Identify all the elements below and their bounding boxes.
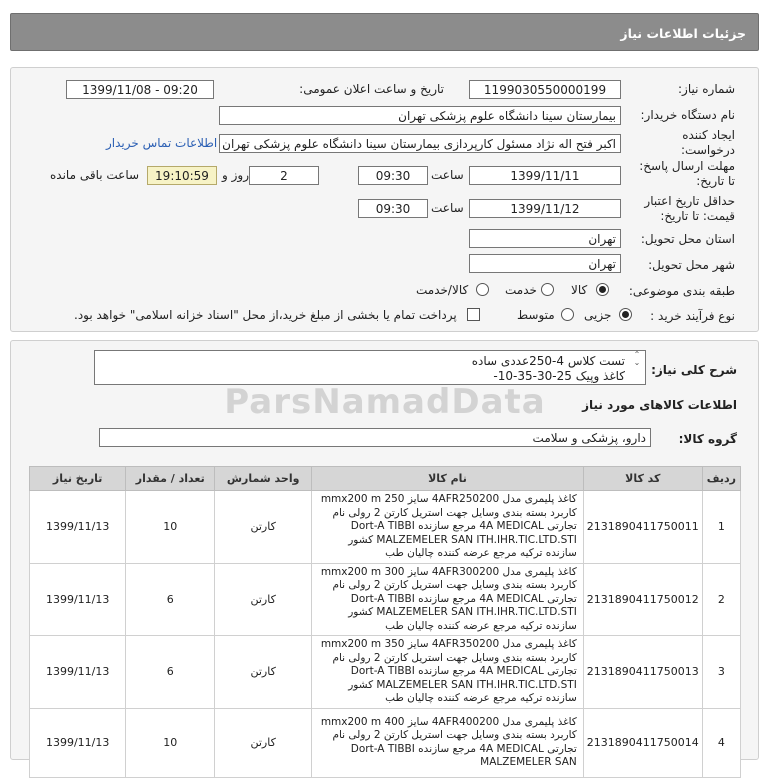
col-name: نام کالا bbox=[312, 467, 584, 491]
category-radio-service[interactable] bbox=[541, 283, 554, 296]
cell-date: 1399/11/13 bbox=[30, 636, 126, 709]
category-option-goods: کالا bbox=[571, 283, 588, 297]
cell-unit: کارتن bbox=[215, 636, 312, 709]
reply-time-label: ساعت bbox=[431, 168, 464, 182]
cell-row: 4 bbox=[702, 708, 740, 777]
cell-row: 1 bbox=[702, 491, 740, 564]
creator-label: ایجاد کننده درخواست: bbox=[681, 128, 735, 157]
cell-qty: 10 bbox=[126, 708, 215, 777]
cell-qty: 6 bbox=[126, 563, 215, 636]
desc-textarea[interactable] bbox=[94, 350, 646, 385]
cell-code: 2131890411750012 bbox=[583, 563, 702, 636]
process-option-medium: متوسط bbox=[517, 308, 555, 322]
page-title: جزئیات اطلاعات نیاز bbox=[620, 26, 746, 41]
reply-deadline-label: مهلت ارسال پاسخ: تا تاریخ: bbox=[639, 159, 735, 188]
cell-unit: کارتن bbox=[215, 563, 312, 636]
cell-date: 1399/11/13 bbox=[30, 491, 126, 564]
days-field[interactable]: 2 bbox=[249, 166, 319, 185]
cell-name: کاغذ پلیمری مدل 4AFR250200 سایز 250 mmx200 m کاربرد بسته بندی وسایل جهت استریل کارتن 2 رولی نام تجارتی 4A MEDICAL مرجع سازنده Dort-A TIBBI MALZEMELER SAN ITH.IHR.TIC.LTD.STI کشور سازنده ترکیه مرجع عرضه کننده چالیان طب bbox=[312, 491, 584, 564]
process-label: نوع فرآیند خرید : bbox=[650, 309, 735, 323]
col-qty: تعداد / مقدار bbox=[126, 467, 215, 491]
province-label: استان محل تحویل: bbox=[640, 232, 735, 246]
cell-unit: کارتن bbox=[215, 708, 312, 777]
cell-date: 1399/11/13 bbox=[30, 708, 126, 777]
city-label: شهر محل تحویل: bbox=[648, 258, 735, 272]
table-row[interactable] bbox=[30, 491, 741, 564]
need-number-field[interactable]: 1199030550000199 bbox=[469, 80, 621, 99]
need-number-label: شماره نیاز: bbox=[678, 82, 735, 96]
reply-date-field[interactable]: 1399/11/11 bbox=[469, 166, 621, 185]
price-time-field[interactable]: 09:30 bbox=[358, 199, 428, 218]
cell-unit: کارتن bbox=[215, 491, 312, 564]
category-label: طبقه بندی موضوعی: bbox=[628, 284, 735, 298]
process-option-minor: جزیی bbox=[584, 308, 612, 322]
col-date: تاریخ نیاز bbox=[30, 467, 126, 491]
goods-group-field[interactable]: دارو، پزشکی و سلامت bbox=[99, 428, 651, 447]
watermark-logo: ParsNamadData bbox=[224, 382, 546, 422]
table-row[interactable] bbox=[30, 563, 741, 636]
price-time-label: ساعت bbox=[431, 201, 464, 215]
announce-field[interactable]: 1399/11/08 - 09:20 bbox=[66, 80, 214, 99]
reply-time-field[interactable]: 09:30 bbox=[358, 166, 428, 185]
payment-note: پرداخت تمام یا بخشی از مبلغ خرید،از محل "اسناد خزانه اسلامی" خواهد بود. bbox=[74, 308, 457, 322]
cell-code: 2131890411750014 bbox=[583, 708, 702, 777]
process-radio-medium[interactable] bbox=[561, 308, 574, 321]
table-row[interactable] bbox=[30, 708, 741, 777]
cell-code: 2131890411750013 bbox=[583, 636, 702, 709]
desc-label: شرح کلی نیاز: bbox=[651, 363, 737, 377]
cell-code: 2131890411750011 bbox=[583, 491, 702, 564]
category-radio-goods-service[interactable] bbox=[476, 283, 489, 296]
page-header bbox=[10, 13, 759, 51]
days-label: روز و bbox=[222, 168, 249, 182]
cell-qty: 6 bbox=[126, 636, 215, 709]
cell-name: کاغذ پلیمری مدل 4AFR350200 سایز 350 mmx200 m کاربرد بسته بندی وسایل جهت استریل کارتن 2 رولی نام تجارتی 4A MEDICAL مرجع سازنده Dort-A TIBBI MALZEMELER SAN ITH.IHR.TIC.LTD.STI کشور سازنده ترکیه مرجع عرضه کننده چالیان طب bbox=[312, 636, 584, 709]
goods-table bbox=[29, 466, 741, 778]
col-row: ردیف bbox=[702, 467, 740, 491]
price-date-field[interactable]: 1399/11/12 bbox=[469, 199, 621, 218]
treasury-checkbox[interactable] bbox=[467, 308, 480, 321]
contact-link[interactable]: اطلاعات تماس خریدار bbox=[106, 136, 218, 150]
category-option-goods-service: کالا/خدمت bbox=[416, 283, 469, 297]
creator-field[interactable]: اکبر فتح اله نژاد مسئول کارپردازی بیمارستان سینا دانشگاه علوم پزشکی تهران bbox=[219, 134, 621, 153]
cell-name: کاغذ پلیمری مدل 4AFR400200 سایز 400 mmx200 m کاربرد بسته بندی وسایل جهت استریل کارتن 2 رولی نام تجارتی 4A MEDICAL مرجع سازنده Dort-A TIBBI MALZEMELER SAN bbox=[312, 708, 584, 777]
buyer-label: نام دستگاه خریدار: bbox=[640, 108, 735, 122]
cell-row: 2 bbox=[702, 563, 740, 636]
buyer-field[interactable]: بیمارستان سینا دانشگاه علوم پزشکی تهران bbox=[219, 106, 621, 125]
goods-group-label: گروه کالا: bbox=[678, 432, 737, 446]
col-code: کد کالا bbox=[583, 467, 702, 491]
category-option-service: خدمت bbox=[505, 283, 537, 297]
category-radio-goods[interactable] bbox=[596, 283, 609, 296]
cell-date: 1399/11/13 bbox=[30, 563, 126, 636]
remaining-label: ساعت باقی مانده bbox=[50, 168, 140, 182]
process-radio-minor[interactable] bbox=[619, 308, 632, 321]
announce-label: تاریخ و ساعت اعلان عمومی: bbox=[299, 82, 444, 96]
province-field[interactable]: تهران bbox=[469, 229, 621, 248]
price-validity-label: حداقل تاریخ اعتبار قیمت: تا تاریخ: bbox=[644, 194, 735, 223]
cell-qty: 10 bbox=[126, 491, 215, 564]
desc-line-2: کاغذ وپیک 25-30-35-10- bbox=[493, 369, 625, 383]
cell-row: 3 bbox=[702, 636, 740, 709]
city-field[interactable]: تهران bbox=[469, 254, 621, 273]
remaining-time-field: 19:10:59 bbox=[147, 166, 217, 185]
table-header-row bbox=[30, 467, 741, 491]
textarea-resize-icon[interactable]: ⌃ ⌄ bbox=[633, 350, 641, 367]
desc-line-1: تست کلاس 4-250عددی ساده bbox=[471, 354, 625, 368]
table-row[interactable] bbox=[30, 636, 741, 709]
cell-name: کاغذ پلیمری مدل 4AFR300200 سایز 300 mmx200 m کاربرد بسته بندی وسایل جهت استریل کارتن 2 رولی نام تجارتی 4A MEDICAL مرجع سازنده Dort-A TIBBI MALZEMELER SAN ITH.IHR.TIC.LTD.STI کشور سازنده ترکیه مرجع عرضه کننده چالیان طب bbox=[312, 563, 584, 636]
col-unit: واحد شمارش bbox=[215, 467, 312, 491]
goods-info-title: اطلاعات کالاهای مورد نیاز bbox=[582, 398, 737, 412]
